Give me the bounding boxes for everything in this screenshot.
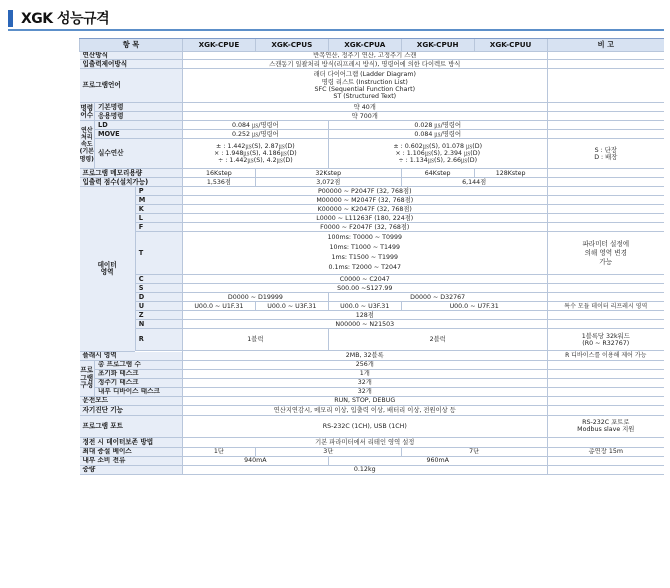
row-remark: 특수 모듈 데이터 리프레시 영역 xyxy=(547,302,664,311)
table-row xyxy=(80,223,665,232)
table-row xyxy=(80,112,665,121)
row-value: 0.028 ㎲/명령어 xyxy=(328,121,547,130)
row-label: 총 프로그램 수 xyxy=(95,360,183,369)
row-label: C xyxy=(135,275,182,284)
row-value: U00.0 ~ U7F.31 xyxy=(401,302,547,311)
row-value: 약 40개 xyxy=(182,103,547,112)
row-value: 64Kstep xyxy=(401,169,474,178)
row-value: 1블럭 xyxy=(182,329,328,351)
row-value: D0000 ~ D32767 xyxy=(328,293,547,302)
header-model: XGK-CPUH xyxy=(401,39,474,52)
row-remark: 총연장 15m xyxy=(547,447,664,456)
row-label: 입출력 점수(설치가능) xyxy=(80,178,183,187)
row-label: 연산방식 xyxy=(80,52,183,60)
group-label: 명령 어수 xyxy=(80,103,94,119)
table-row xyxy=(80,302,665,311)
table-row xyxy=(80,456,665,465)
row-label: D xyxy=(135,293,182,302)
group-label: 연산 처리 속도 (기본 명령) xyxy=(80,121,95,169)
row-label: 초기화 태스크 xyxy=(95,369,183,378)
table-row xyxy=(80,169,665,178)
table-row xyxy=(80,214,665,223)
row-label: 운전모드 xyxy=(80,396,183,405)
row-value: 2MB, 32블록 xyxy=(182,351,547,360)
row-value: M00000 ~ M2047F (32, 768점) xyxy=(182,196,547,205)
row-value: U00.0 ~ U1F.31 xyxy=(182,302,255,311)
row-label: R xyxy=(135,329,182,351)
row-value: 128점 xyxy=(182,311,547,320)
row-remark: 파라미터 설정에 의해 영역 변경 가능 xyxy=(547,232,664,275)
header-remark: 비 고 xyxy=(547,39,664,52)
row-value: 1개 xyxy=(182,369,547,378)
row-label: L xyxy=(135,214,182,223)
row-value: 약 700개 xyxy=(182,112,547,121)
row-value: ± : 1.442㎲(S), 2.87㎲(D) × : 1.948㎲(S), 4.186㎲(D) ÷ : 1.442㎲(S), 4.2㎲(D) xyxy=(182,139,328,169)
table-row xyxy=(80,196,665,205)
table-row xyxy=(80,311,665,320)
row-label: U xyxy=(135,302,182,311)
table-row xyxy=(80,405,665,415)
page-title: XGK 성능규격 xyxy=(21,11,110,27)
row-label: P xyxy=(135,187,182,196)
title-bar xyxy=(8,7,664,31)
row-value: 0.084 ㎲/명령어 xyxy=(328,130,547,139)
row-label: 내부 디바이스 태스크 xyxy=(95,387,183,396)
table-row xyxy=(80,130,665,139)
header-model: XGK-CPUU xyxy=(474,39,547,52)
row-value: 32개 xyxy=(182,387,547,396)
table-row xyxy=(80,320,665,329)
table-row xyxy=(80,103,665,112)
row-value: 7단 xyxy=(401,447,547,456)
group-label: 프로 그램 구성 xyxy=(80,360,95,396)
row-label: LD xyxy=(95,121,183,130)
row-value: K00000 ~ K2047F (32, 768점) xyxy=(182,205,547,214)
row-value: 래더 다이어그램 (Ladder Diagram) 명령 리스트 (Instruction List) SFC (Sequential Function Chart) ST (Structured Text) xyxy=(182,69,547,103)
table-row xyxy=(80,121,665,130)
header-model: XGK-CPUS xyxy=(255,39,328,52)
table-row xyxy=(80,139,665,169)
row-value: 1단 xyxy=(182,447,255,456)
table-row xyxy=(80,275,665,284)
row-value: L0000 ~ L11263F (180, 224점) xyxy=(182,214,547,223)
table-row xyxy=(80,69,665,103)
row-label: 프로그램언어 xyxy=(80,69,183,103)
row-value: 256개 xyxy=(182,360,547,369)
row-value: 기본 파라미터에서 리테인 영역 설정 xyxy=(182,437,547,447)
row-value: 960mA xyxy=(328,456,547,465)
table-row xyxy=(80,187,665,196)
title-accent-mark xyxy=(8,10,13,27)
table-row xyxy=(80,437,665,447)
row-remark: RS-232C 포트로 Modbus slave 지원 xyxy=(547,415,664,437)
row-label: 플래시 영역 xyxy=(80,351,183,360)
row-label: 기본명령 xyxy=(95,103,183,112)
row-label: S xyxy=(135,284,182,293)
row-value: ± : 0.602㎲(S), 01.078 ㎲(D) × : 1.106㎲(S), 2.394 ㎲(D) ÷ : 1.134㎲(S), 2.66㎲(D) xyxy=(328,139,547,169)
row-value: 반복연산, 정주기 연산, 고정주기 스캔 xyxy=(182,52,547,60)
row-label: 정전 시 데이터보존 방법 xyxy=(80,437,183,447)
row-label: 중량 xyxy=(80,465,183,474)
row-value: 32개 xyxy=(182,378,547,387)
row-value: S00.00 ~S127.99 xyxy=(182,284,547,293)
row-value: 3단 xyxy=(255,447,401,456)
table-row xyxy=(80,232,665,275)
row-value: RS-232C (1CH), USB (1CH) xyxy=(182,415,547,437)
row-value: 스캔동기 일괄처리 방식(리프레시 방식), 명령어에 의한 다이렉트 방식 xyxy=(182,60,547,69)
table-row xyxy=(80,378,665,387)
row-label: M xyxy=(135,196,182,205)
row-label: T xyxy=(135,232,182,275)
table-row xyxy=(80,205,665,214)
table-row xyxy=(80,351,665,360)
row-value: 0.12kg xyxy=(182,465,547,474)
spec-table xyxy=(79,38,664,475)
table-row xyxy=(80,284,665,293)
group-label: 데이터 영역 xyxy=(80,187,136,352)
row-label: 프로그램 포트 xyxy=(80,415,183,437)
row-label: 내부 소비 전류 xyxy=(80,456,183,465)
table-row xyxy=(80,415,665,437)
table-row xyxy=(80,360,665,369)
header-model: XGK-CPUE xyxy=(182,39,255,52)
row-value: D0000 ~ D19999 xyxy=(182,293,328,302)
row-label: 프로그램 메모리용량 xyxy=(80,169,183,178)
row-value: 16Kstep xyxy=(182,169,255,178)
header-model: XGK-CPUA xyxy=(328,39,401,52)
row-label: 응용명령 xyxy=(95,112,183,121)
row-label: MOVE xyxy=(95,130,183,139)
row-value: F0000 ~ F2047F (32, 768점) xyxy=(182,223,547,232)
table-header-row xyxy=(80,39,665,52)
row-value: 0.084 ㎲/명령어 xyxy=(182,121,328,130)
row-label: N xyxy=(135,320,182,329)
row-value: 3,072점 xyxy=(255,178,401,187)
table-row xyxy=(80,52,665,60)
row-value: 2블럭 xyxy=(328,329,547,351)
row-remark: S : 단장 D : 배장 xyxy=(547,139,664,169)
table-row xyxy=(80,465,665,474)
row-label: 자기진단 기능 xyxy=(80,405,183,415)
row-value: U00.0 ~ U3F.31 xyxy=(328,302,401,311)
row-remark: R 디바이스를 이용해 제어 가능 xyxy=(547,351,664,360)
table-row xyxy=(80,60,665,69)
row-value: 940mA xyxy=(182,456,328,465)
row-label: K xyxy=(135,205,182,214)
row-label: 최대 증설 베이스 xyxy=(80,447,183,456)
row-value: 0.252 ㎲/명령어 xyxy=(182,130,328,139)
table-row xyxy=(80,396,665,405)
row-value: P00000 ~ P2047F (32, 768점) xyxy=(182,187,547,196)
row-label: 실수연산 xyxy=(95,139,183,169)
row-value: 32Kstep xyxy=(255,169,401,178)
row-label: 정주기 태스크 xyxy=(95,378,183,387)
row-value: 6,144점 xyxy=(401,178,547,187)
row-label: 입출력제어방식 xyxy=(80,60,183,69)
row-remark: 1블록당 32k워드 (R0 ~ R32767) xyxy=(547,329,664,351)
table-row xyxy=(80,293,665,302)
row-value: N00000 ~ N21503 xyxy=(182,320,547,329)
row-label: F xyxy=(135,223,182,232)
table-row xyxy=(80,369,665,378)
row-value: 100ms: T0000 ~ T0999 10ms: T1000 ~ T1499 1ms: T1500 ~ T1999 0.1ms: T2000 ~ T2047 xyxy=(182,232,547,275)
row-value: U00.0 ~ U3F.31 xyxy=(255,302,328,311)
table-row xyxy=(80,447,665,456)
row-value: 연산지연감시, 메모리 이상, 입출력 이상, 배터리 이상, 전원이상 등 xyxy=(182,405,547,415)
table-row xyxy=(80,387,665,396)
header-item: 항 목 xyxy=(80,39,183,52)
table-row xyxy=(80,178,665,187)
table-row xyxy=(80,329,665,351)
row-label: Z xyxy=(135,311,182,320)
row-value: 128Kstep xyxy=(474,169,547,178)
row-value: 1,536점 xyxy=(182,178,255,187)
row-value: RUN, STOP, DEBUG xyxy=(182,396,547,405)
row-value: C0000 ~ C2047 xyxy=(182,275,547,284)
